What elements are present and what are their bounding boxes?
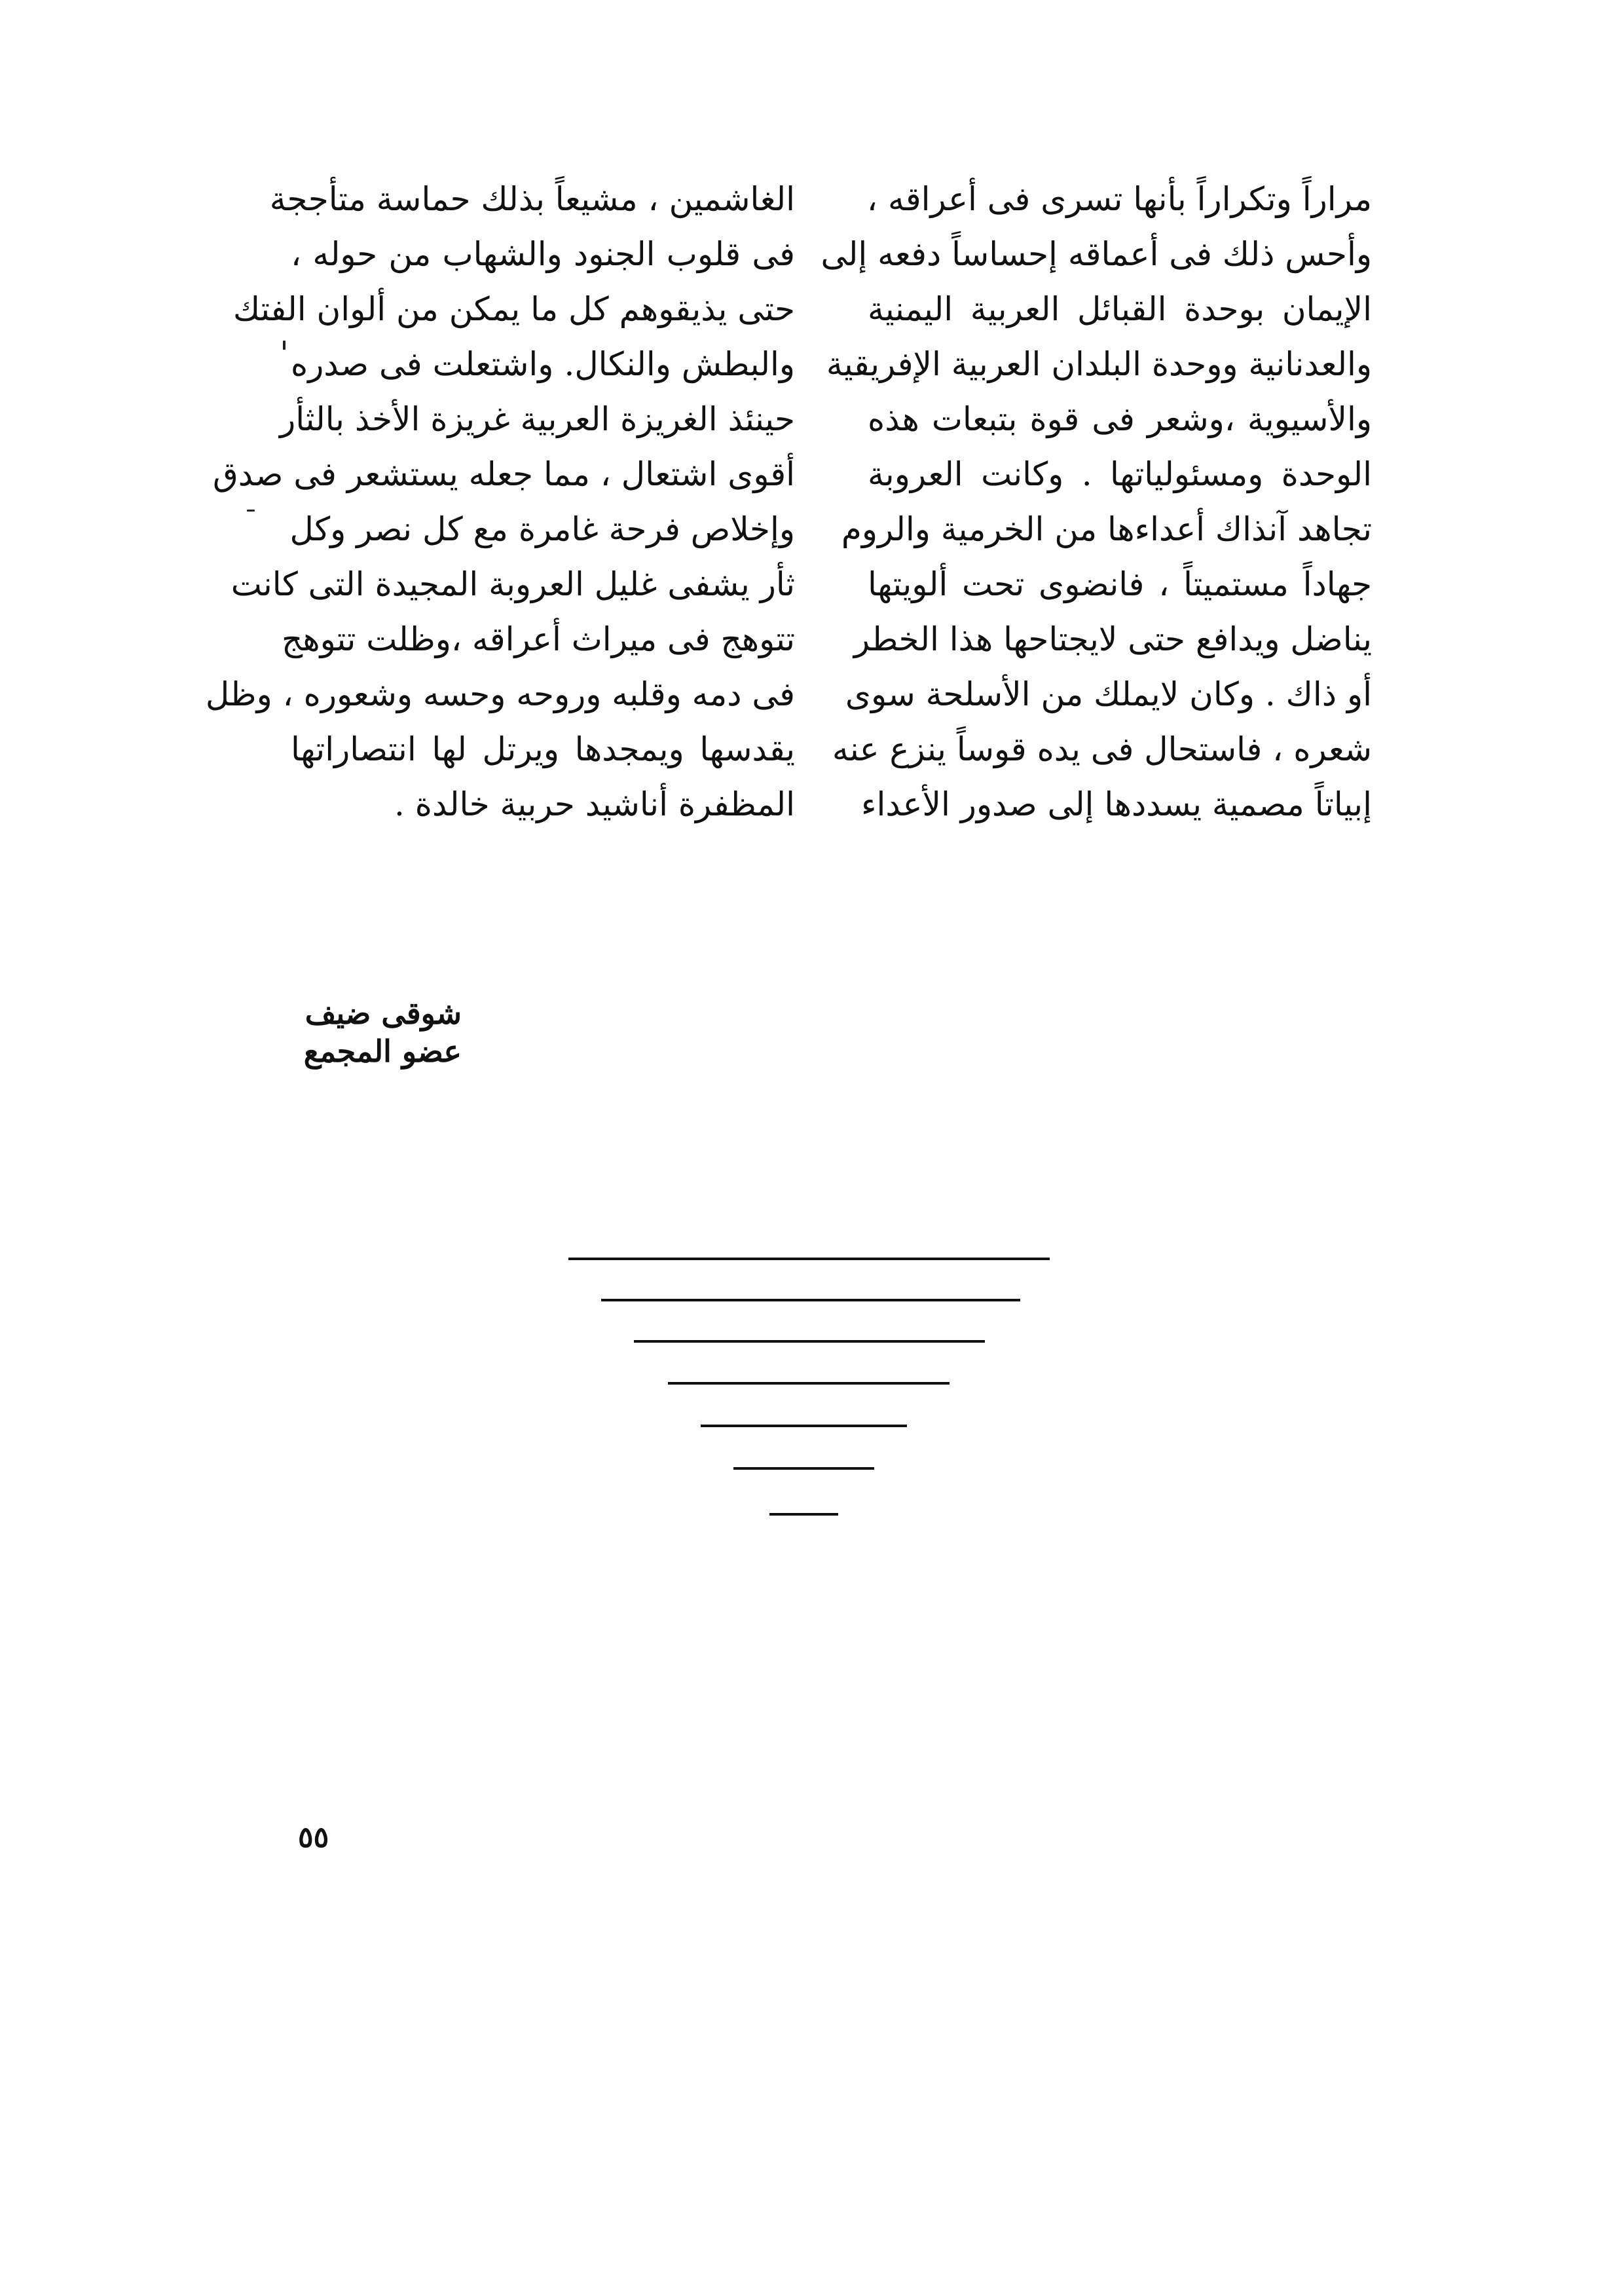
text-line: يقدسها ويمجدها ويرتل لها انتصاراتها (291, 730, 795, 768)
ornament-rule (701, 1425, 907, 1427)
text-line: المظفرة أناشيد حربية خالدة . (394, 785, 795, 823)
text-line: والبطش والنكال. واشتعلت فى صدره (291, 345, 795, 383)
author-name: شوقى ضيف (304, 996, 462, 1031)
text-line: فى قلوب الجنود والشهاب من حوله ، (291, 235, 795, 273)
text-line: وأحس ذلك فى أعماقه إحساساً دفعه إلى (821, 235, 1372, 273)
article-column-right (821, 172, 1372, 832)
page-number: ٥٥ (298, 1821, 329, 1854)
ornament-rule (601, 1299, 1020, 1301)
text-line: الوحدة ومسئولياتها . وكانت العروبة (868, 455, 1372, 493)
text-line: مراراً وتكراراً بأنها تسرى فى أعراقه ، (866, 180, 1372, 218)
article-column-left (205, 172, 795, 832)
text-line: أقوى اشتعال ، مما جعله يستشعر فى صدق (212, 455, 795, 493)
text-line: أو ذاك . وكان لايملك من الأسلحة سوى (845, 675, 1372, 713)
text-line: تجاهد آنذاك أعداءها من الخرمية والروم (841, 510, 1372, 548)
ornament-rule (769, 1513, 838, 1516)
text-line: والعدنانية ووحدة البلدان العربية الإفريقية (826, 345, 1372, 383)
text-line: والأسيوية ،وشعر فى قوة بتبعات هذه (868, 400, 1372, 438)
text-line: فى دمه وقلبه وروحه وحسه وشعوره ، وظل (205, 675, 795, 713)
author-title: عضو المجمع (303, 1034, 462, 1069)
text-line: جهاداً مستميتاً ، فانضوى تحت ألويتها (868, 565, 1372, 603)
ornament-rule (733, 1467, 874, 1470)
scan-speck (247, 510, 255, 512)
text-line: تتوهج فى ميراث أعراقه ،وظلت تتوهج (281, 620, 795, 658)
text-line: يناضل ويدافع حتى لايجتاحها هذا الخطر (853, 620, 1372, 658)
text-line: إبياتاً مصمية يسددها إلى صدور الأعداء (860, 785, 1372, 823)
signature-block (304, 994, 462, 1070)
text-line: الإيمان بوحدة القبائل العربية اليمنية (868, 290, 1372, 328)
scan-speck (283, 341, 286, 350)
text-line: ثأر يشفى غليل العروبة المجيدة التى كانت (231, 565, 795, 603)
text-line: حتى يذيقوهم كل ما يمكن من ألوان الفتك (232, 290, 795, 328)
text-line: حينئذ الغريزة العربية غريزة الأخذ بالثأر (280, 400, 795, 438)
ornament-rule (634, 1340, 985, 1343)
text-line: شعره ، فاستحال فى يده قوساً ينزع عنه (832, 730, 1372, 768)
ornament-rule (568, 1258, 1050, 1260)
text-line: وإخلاص فرحة غامرة مع كل نصر وكل (289, 510, 795, 548)
ornament-rule (668, 1382, 950, 1385)
text-line: الغاشمين ، مشيعاً بذلك حماسة متأججة (269, 180, 795, 218)
